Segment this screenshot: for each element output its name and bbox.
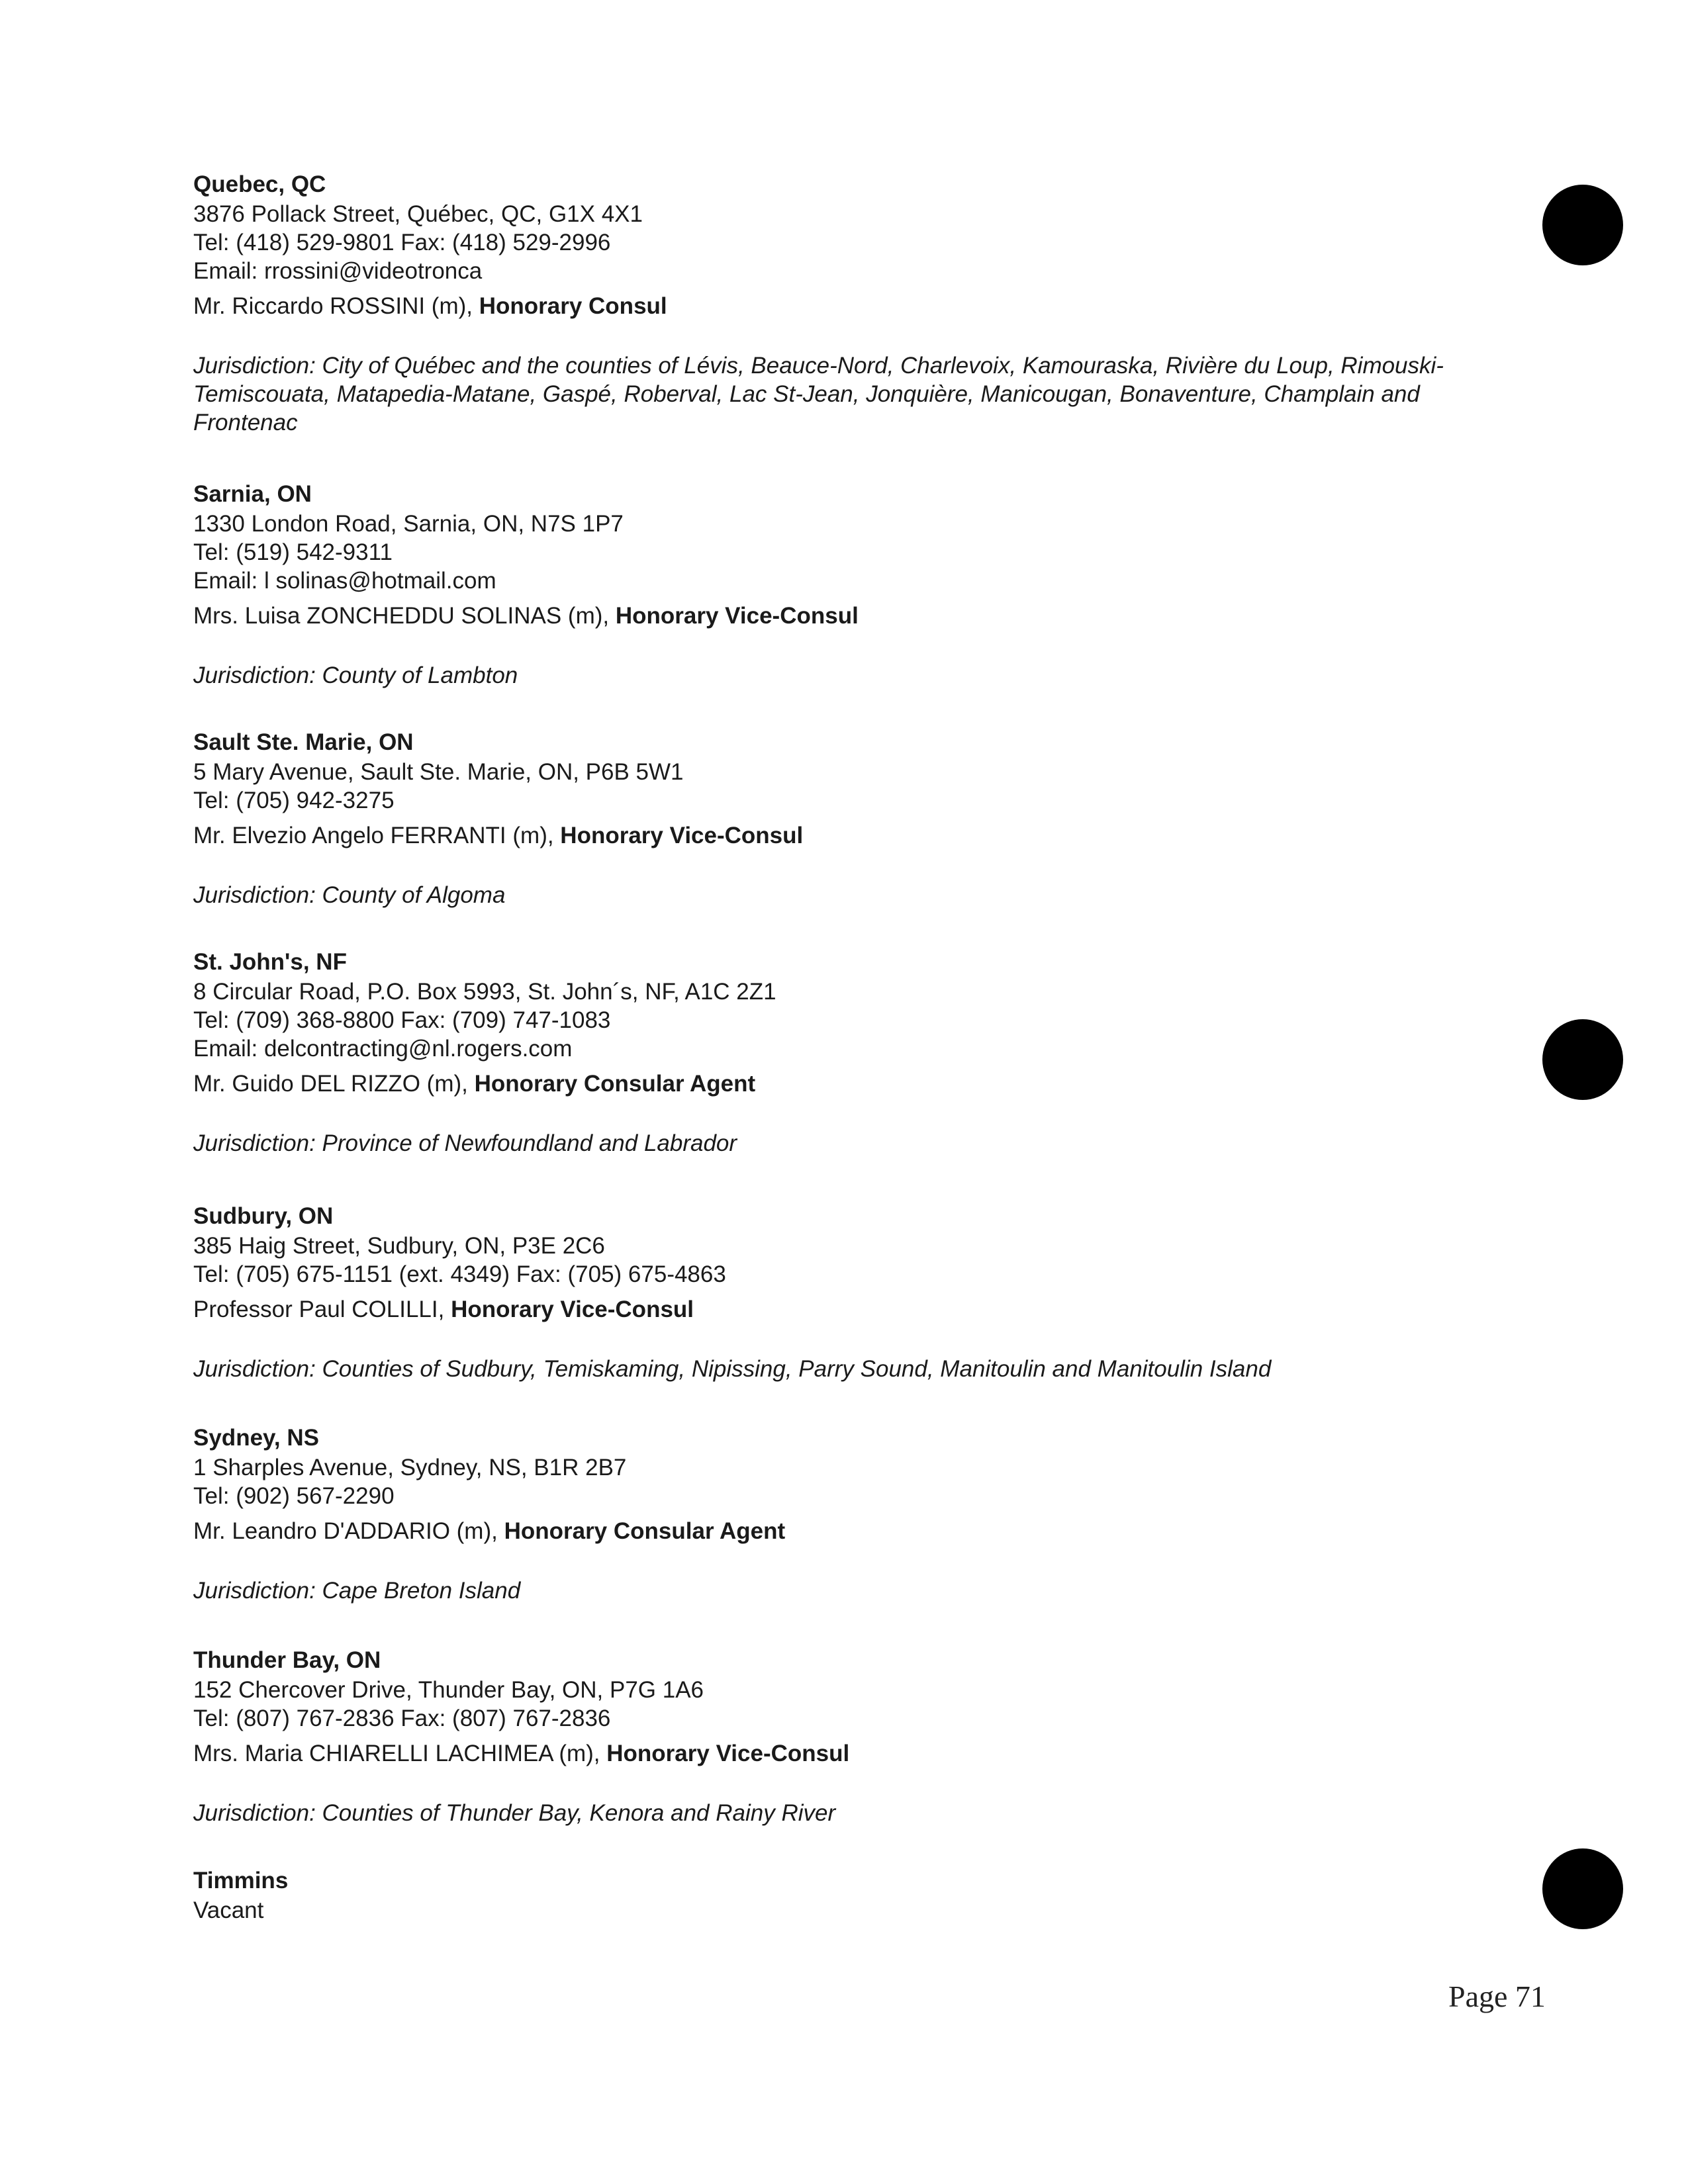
- consul-name: Mrs. Luisa ZONCHEDDU SOLINAS (m),: [193, 603, 616, 629]
- address-line: 1 Sharples Avenue, Sydney, NS, B1R 2B7: [193, 1455, 627, 1480]
- consul-title: Honorary Vice-Consul: [615, 603, 859, 629]
- consulate-entry-sarnia: [193, 479, 1504, 690]
- consul-name: Professor Paul COLILLI,: [193, 1297, 451, 1322]
- consul-person: [193, 292, 1504, 320]
- phone-line: Tel: (519) 542-9311: [193, 539, 393, 565]
- consul-person: [193, 1517, 1504, 1545]
- phone-line: Tel: (705) 675-1151 (ext. 4349) Fax: (705) 675-4863: [193, 1261, 726, 1287]
- consulate-entry-timmins: [193, 1866, 1504, 1925]
- phone-line: Tel: (418) 529-9801 Fax: (418) 529-2996: [193, 230, 611, 255]
- consul-person: [193, 1739, 1504, 1768]
- consul-title: Honorary Consul: [479, 293, 667, 319]
- consul-title: Honorary Consular Agent: [504, 1518, 786, 1544]
- phone-line: Tel: (902) 567-2290: [193, 1483, 395, 1509]
- email-line: Email: l solinas@hotmail.com: [193, 568, 496, 594]
- jurisdiction-text: Jurisdiction: Counties of Sudbury, Temiskaming, Nipissing, Parry Sound, Manitoulin and Manitoulin Island: [193, 1356, 1272, 1382]
- jurisdiction-text: Jurisdiction: Cape Breton Island: [193, 1578, 521, 1604]
- consul-person: [193, 1295, 1504, 1324]
- jurisdiction-text: Jurisdiction: City of Québec and the counties of Lévis, Beauce-Nord, Charlevoix, Kamouraska, Rivière du Loup, Rimouski-Temiscouata, Matapedia-Matane, Gaspé, Roberval, Lac St-Jean, Jonquière, Manicougan, Bonaventure, Champlain and Frontenac: [193, 353, 1444, 435]
- consul-title: Honorary Consular Agent: [474, 1071, 756, 1097]
- city-heading: Sudbury, ON: [193, 1203, 334, 1229]
- address-line: 5 Mary Avenue, Sault Ste. Marie, ON, P6B 5W1: [193, 759, 684, 785]
- city-heading: Timmins: [193, 1868, 289, 1893]
- consul-person: [193, 602, 1504, 630]
- email-line: Email: delcontracting@nl.rogers.com: [193, 1036, 573, 1062]
- punch-hole: [1542, 185, 1623, 265]
- city-heading: Sault Ste. Marie, ON: [193, 729, 414, 755]
- phone-line: Tel: (709) 368-8800 Fax: (709) 747-1083: [193, 1007, 611, 1033]
- consul-name: Mr. Riccardo ROSSINI (m),: [193, 293, 479, 319]
- address-line: 8 Circular Road, P.O. Box 5993, St. John´s, NF, A1C 2Z1: [193, 979, 776, 1005]
- city-heading: St. John's, NF: [193, 949, 347, 975]
- consulate-entry-quebec: [193, 169, 1504, 437]
- consulate-entry-st-johns: [193, 947, 1504, 1158]
- consul-person: [193, 1069, 1504, 1098]
- consul-name: Mr. Elvezio Angelo FERRANTI (m),: [193, 823, 561, 848]
- consul-name: Mr. Guido DEL RIZZO (m),: [193, 1071, 475, 1097]
- city-heading: Sydney, NS: [193, 1425, 319, 1451]
- phone-line: Tel: (705) 942-3275: [193, 788, 395, 813]
- consul-person: [193, 821, 1504, 850]
- address-line: 152 Chercover Drive, Thunder Bay, ON, P7G 1A6: [193, 1677, 704, 1703]
- email-line: Email: rrossini@videotronca: [193, 258, 483, 284]
- city-heading: Thunder Bay, ON: [193, 1647, 381, 1673]
- city-heading: Sarnia, ON: [193, 481, 312, 507]
- consul-title: Honorary Vice-Consul: [606, 1741, 850, 1766]
- jurisdiction-text: Jurisdiction: Counties of Thunder Bay, Kenora and Rainy River: [193, 1800, 836, 1826]
- status-line: Vacant: [193, 1897, 264, 1923]
- consulate-entry-sudbury: [193, 1201, 1504, 1383]
- consulate-entry-sault-ste-marie: [193, 727, 1504, 909]
- consulate-entry-sydney: [193, 1423, 1504, 1605]
- phone-line: Tel: (807) 767-2836 Fax: (807) 767-2836: [193, 1706, 611, 1731]
- jurisdiction-text: Jurisdiction: Province of Newfoundland and Labrador: [193, 1130, 737, 1156]
- consulate-entry-thunder-bay: [193, 1645, 1504, 1827]
- address-line: 385 Haig Street, Sudbury, ON, P3E 2C6: [193, 1233, 605, 1259]
- consul-name: Mrs. Maria CHIARELLI LACHIMEA (m),: [193, 1741, 607, 1766]
- address-line: 3876 Pollack Street, Québec, QC, G1X 4X1: [193, 201, 643, 227]
- punch-hole: [1542, 1848, 1623, 1929]
- city-heading: Quebec, QC: [193, 171, 326, 197]
- punch-hole: [1542, 1019, 1623, 1100]
- jurisdiction-text: Jurisdiction: County of Algoma: [193, 882, 506, 908]
- consul-name: Mr. Leandro D'ADDARIO (m),: [193, 1518, 504, 1544]
- consul-title: Honorary Vice-Consul: [451, 1297, 694, 1322]
- consul-title: Honorary Vice-Consul: [560, 823, 804, 848]
- page-number: Page 71: [1448, 1979, 1546, 2013]
- address-line: 1330 London Road, Sarnia, ON, N7S 1P7: [193, 511, 624, 537]
- jurisdiction-text: Jurisdiction: County of Lambton: [193, 662, 518, 688]
